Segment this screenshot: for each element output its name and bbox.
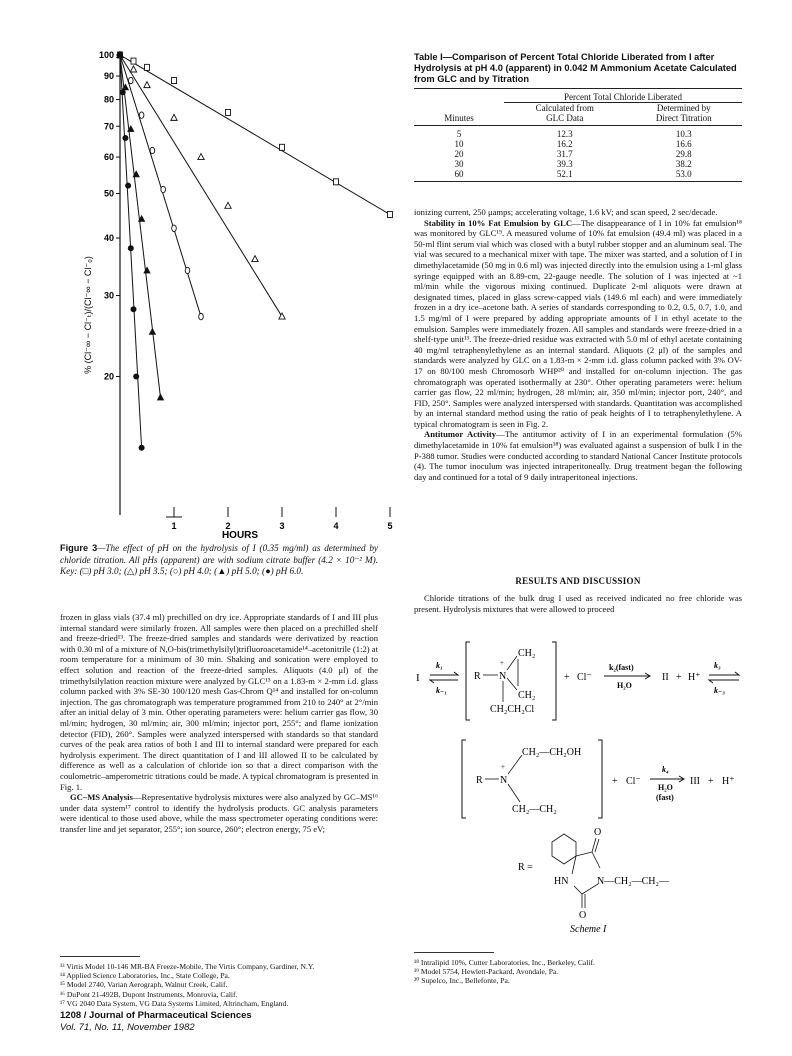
y-axis-label: % (Cl⁻∞ − Cl⁻ₜ)/(Cl⁻∞ − Cl⁻₀) <box>83 256 93 374</box>
series-line-ph-5.0 <box>120 55 161 398</box>
scheme-hn: HN <box>554 876 569 887</box>
bond-line <box>582 884 598 894</box>
paragraph-intro: ionizing current, 250 μamps; accelerating voltage, 1.6 kV; and scan speed, 2 sec/decade. <box>414 207 718 217</box>
data-point <box>388 212 393 218</box>
scheme-ch2-b: CH₂ <box>518 690 536 701</box>
data-point <box>185 267 190 273</box>
table-cell-glc: 16.2 <box>556 139 573 149</box>
table-cell-titration: 53.0 <box>675 169 692 179</box>
table-cell-glc: 12.3 <box>556 129 573 139</box>
footnote-20: ²⁰ Supelco, Inc., Bellefonte, Pa. <box>414 976 510 986</box>
table-1 <box>414 88 742 182</box>
scheme-ch2-a: CH₂ <box>518 648 536 659</box>
scheme-n1-plus: + <box>500 659 504 667</box>
scheme-II: II <box>662 672 669 683</box>
bond-line <box>574 886 582 894</box>
table-header-blank <box>414 103 504 114</box>
table-row <box>414 159 742 169</box>
scheme-o2: O <box>579 910 587 921</box>
table-header-spacer <box>414 89 504 103</box>
data-point <box>334 179 339 185</box>
data-point <box>122 135 128 141</box>
data-point <box>252 256 258 262</box>
data-point <box>172 78 177 84</box>
y-tick-label: 60 <box>103 152 114 163</box>
scheme-k3: k₃ <box>714 661 721 670</box>
data-point <box>145 64 150 70</box>
scheme-h2o-1: H₂O <box>617 681 632 690</box>
y-tick-label: 40 <box>103 233 114 244</box>
footnote-rule <box>60 956 140 957</box>
data-point <box>139 445 145 451</box>
data-point <box>131 58 136 64</box>
scheme-plus2: + <box>676 672 682 683</box>
figure-caption <box>60 543 378 578</box>
arrowhead-icon <box>454 672 458 675</box>
table-title: Table I—Comparison of Percent Total Chloride Liberated from I after Hydrolysis at pH 4.0 (apparent) in 0.042 M Ammonium Acetate Calculated from GLC and by Titration <box>414 52 737 84</box>
table-cell-glc: 31.7 <box>556 149 573 159</box>
scheme-k2: k₂(fast) <box>609 663 634 672</box>
data-point <box>117 52 123 58</box>
scheme-plus1: + <box>564 672 570 683</box>
y-tick-label: 80 <box>103 94 114 105</box>
y-tick-label: 70 <box>103 121 114 132</box>
data-point <box>149 328 155 334</box>
stability-text: —The disappearance of I in 10% fat emulsion¹⁸ was monitored by GLC¹⁹. A measured volume of 10% fat emulsion (49.4 ml) was placed in a 50-ml flint serum vial which was closed with a butyl rubber stopper and an aluminum seal. The vial was secured to a mechanical mixer with tape. The mixer was started, and a solution of I in dimethylacetamide (50 mg in 0.6 ml) was injected directly into the emulsion using a 1-ml glass syringe equipped with an 8.89-cm, 22-gauge needle. The solution of I was injected at ~1 ml/min while the vigorous mixing continued. Duplicate 2-ml aliquots were drawn at designated times, placed in glass screw-capped vials (149.6 ml each) and were immediately frozen in a dry ice–acetone bath. A series of standards corresponding to 0.2, 0.5, 0.7, 1.0, and 1.5 mg/ml of I were prepared by adding appropriate amounts of I in ethyl acetate to the emulsion. Samples were immediately frozen. All samples and standards were freeze-dried in a shelf-type unit¹³. The freeze-dried residue was extracted with 5.0 ml of ethyl acetate containing 40 mg/ml tetraphenylethylene as an internal standard. Aliquots (2 μl) of the samples and standards were analyzed by GLC on a 1.83-m × 2-mm i.d. glass column packed with 3% OV-17 on 80/100 mesh Chromosorb WHP²⁰ and installed for on-column injection. The gas chromatograph was operated isothermally at 230°. Other operating parameters were: helium carrier gas flow, 22 ml/min; hydrogen, 28 ml/min; air, 350 ml/min; injector port, 240°, and FID, 250°. Samples were analyzed interspersed with standards. Quantitation was accomplished by an internal standard method using the ratio of peak heights of I to tetraphenylethylene. A typical chromatogram is seen in Fig. 2. <box>414 217 743 429</box>
data-point <box>125 183 131 189</box>
table-row <box>414 139 742 149</box>
scheme-fast: (fast) <box>656 793 674 802</box>
results-heading: RESULTS AND DISCUSSION <box>515 576 641 586</box>
scheme-h2: H⁺ <box>722 776 735 787</box>
bracket-left <box>466 642 470 720</box>
figure-caption-text: —The effect of pH on the hydrolysis of I (0.35 mg/ml) as determined by chloride titration. All pHs (apparent) are with sodium citrate buffer (4.2 × 10⁻² M). Key: (□) pH 3.0; (△) pH 3.5; (○) pH 4.0; (▲) pH 5.0; (●) pH 6.0. <box>60 543 378 577</box>
data-point <box>198 154 204 160</box>
scheme-h1: H⁺ <box>688 672 701 683</box>
y-tick-label: 90 <box>103 71 114 82</box>
x-axis-label: HOURS <box>221 530 259 541</box>
data-point <box>120 89 126 95</box>
scheme-n2-plus: + <box>501 763 505 771</box>
paragraph-results: Chloride titrations of the bulk drug I used as received indicated no free chloride was present. Hydrolysis mixtures that were allowed to proceed <box>414 593 742 614</box>
y-tick-label: 20 <box>103 371 114 382</box>
antitumor-text: —The antitumor activity of I in an experimental formulation (5% dimethylacetamide in 10% fat emulsion¹⁸) was evaluated against a suspension of bulk I in the P-388 tumor. Studies were conducted according to standard National Cancer Institute protocols (4). The tumor inoculum was injected intraperitoneally. Drug treatment began the following day and continued for a total of 9 daily intraperitoneal injections. <box>414 429 743 482</box>
paragraph-stability <box>414 218 742 430</box>
scheme-ch2-ch2oh: CH₂—CH₂OH <box>522 747 582 758</box>
footnote-13: ¹³ Virtis Model 10-146 MR-BA Freeze-Mobile, The Virtis Company, Gardiner, N.Y. <box>60 962 315 971</box>
scheme-reactant-I: I <box>416 672 420 684</box>
series-line-ph-3.0 <box>120 55 390 215</box>
table-cell-glc: 39.3 <box>556 159 573 169</box>
scheme-r2: R <box>476 775 483 786</box>
table-cell-titration: 16.6 <box>675 139 692 149</box>
paragraph-antitumor <box>414 429 742 482</box>
data-point <box>144 82 150 88</box>
left-column-text <box>60 612 378 834</box>
x-tick-label: 4 <box>333 521 339 531</box>
footnote-16: ¹⁶ DuPont 21-492B, Dupont Instruments, Monrovia, Calif. <box>60 989 238 999</box>
scheme-n-chain: N—CH₂—CH₂— <box>597 876 669 887</box>
table-cell-minutes: 60 <box>454 169 464 179</box>
cyclohexane-ring <box>552 834 576 864</box>
y-tick-label: 50 <box>103 188 114 199</box>
scheme-ch2ch2cl: CH₂CH₂Cl <box>490 704 535 715</box>
bond-line <box>508 755 522 774</box>
antitumor-heading: Antitumor Activity <box>424 429 497 440</box>
scheme-k-3: k₋₃ <box>714 686 726 695</box>
bond-line <box>592 852 600 868</box>
data-point <box>199 313 204 319</box>
data-point <box>171 114 177 120</box>
footnote-14: ¹⁴ Applied Science Laboratories, Inc., State College, Pa. <box>60 971 230 981</box>
table-col3-line2: Direct Titration <box>655 113 712 123</box>
paragraph-gcms <box>60 792 378 834</box>
scheme-caption: Scheme I <box>570 924 607 935</box>
x-tick-label: 3 <box>279 521 285 531</box>
data-point <box>150 147 155 153</box>
table-col3-line1: Determined by <box>656 103 711 113</box>
bracket-right <box>598 740 602 818</box>
table-row <box>414 126 742 140</box>
stability-heading: Stability in 10% Fat Emulsion by GLC <box>424 217 573 228</box>
table-group-header: Percent Total Chloride Liberated <box>504 89 742 103</box>
scheme-k1: k₁ <box>436 661 443 670</box>
y-tick-label: 30 <box>103 290 114 301</box>
data-point <box>225 202 231 208</box>
scheme-k4: k₄ <box>662 765 669 774</box>
journal-line: 1208 / Journal of Pharmaceutical Sciences <box>60 1010 252 1021</box>
figure-3 <box>55 45 393 550</box>
figure-caption-label: Figure 3 <box>60 543 98 553</box>
x-tick-label: 5 <box>387 521 393 531</box>
table-cell-titration: 29.8 <box>675 149 692 159</box>
arrowhead-icon <box>430 680 434 683</box>
x-tick-label: 2 <box>225 521 231 531</box>
gcms-heading: GC–MS Analysis <box>70 792 133 803</box>
bond-line <box>576 852 592 856</box>
table-row <box>414 169 742 182</box>
paragraph-methods: frozen in glass vials (37.4 ml) prechilled on dry ice. Appropriate standards of I and III plus internal standard were similarly frozen. All samples were then placed on a prechilled shelf and freeze-dried¹³. The freeze-dried samples and standards were derivatized by reaction with 0.30 ml of a mixture of N,O-bis(trimethylsilyl)trifluoroacetamide¹⁴–acetonitrile (1:2) at room temperature for a minimum of 30 min. Shaking and sonication were employed to effect solution and reaction of the freeze-dried samples. Aliquots (4.0 μl) of the trimethylsilylation reaction mixture were analyzed by GLC¹⁵ on a 1.83-m × 2-mm i.d. glass column packed with 3% SE-30 100/120 mesh Gas-Chrom Q¹⁴ and installed for on-column injection. The gas chromatograph was temperature programmed from 210 to 240° at 2°/min after an initial delay of 3 min. Other operating parameters were: helium carrier gas flow, 30 ml/min; hydrogen, 30 ml/min; air, 300 ml/min; injector port, 255°; and flame ionization detector (FID), 260°. Samples were analyzed interspersed with standards so that standard curves of the peak area ratios of both I and III to internal standard were prepared for each hydrolysis experiment. The direct quantitation of I and III allowed II to be calculated by difference as well as a calculation of chloride ion so that a direct comparison with the coulometric–amperometric titrations could be made. A typical chromatogram is presented in Fig. 1. <box>60 612 378 792</box>
footnote-18: ¹⁸ Intralipid 10%, Cutter Laboratories, Inc., Berkeley, Calif. <box>414 958 595 967</box>
scheme-cl1: Cl⁻ <box>577 672 592 683</box>
footnotes-right <box>414 952 742 986</box>
footnote-15: ¹⁵ Model 2740, Varian Aerograph, Walnut Creek, Calif. <box>60 980 228 990</box>
table-cell-glc: 52.1 <box>556 169 573 179</box>
scheme-h2o-2: H₂O <box>658 783 673 792</box>
scheme-o1: O <box>594 827 602 838</box>
right-column-text <box>414 207 742 482</box>
table-row <box>414 149 742 159</box>
bond-line <box>507 656 517 670</box>
gcms-text: —Representative hydrolysis mixtures were also analyzed by GC–MS¹⁶ under data system¹⁷ control to identify the hydrolysis products. GC analysis parameters were identical to those used above, while the mass spectrometer operating conditions were: transfer line and jet separator, 255°; ion source, 260°; electron energy, 75 eV; <box>60 792 378 834</box>
scheme-cl2: Cl⁻ <box>626 776 641 787</box>
scheme-n1: N <box>499 671 507 682</box>
volume-line: Vol. 71, No. 11, November 1982 <box>60 1022 195 1033</box>
scheme-plus4: + <box>708 776 714 787</box>
data-point <box>172 225 177 231</box>
bracket-left <box>462 740 466 818</box>
bracket-right <box>552 642 556 720</box>
bond-line <box>507 678 517 690</box>
table-cell-titration: 10.3 <box>675 129 692 139</box>
arrowhead-icon <box>735 672 739 675</box>
data-point <box>129 77 134 83</box>
data-point <box>133 374 139 380</box>
data-point <box>226 109 231 115</box>
results-text-block <box>414 593 742 614</box>
footnotes-left <box>60 956 378 1008</box>
bond-line <box>508 784 520 802</box>
bond-line <box>595 839 599 852</box>
table-col2-line2: GLC Data <box>546 113 584 123</box>
table-col2-line1: Calculated from <box>535 103 594 113</box>
data-point <box>157 394 163 400</box>
data-point <box>130 66 136 72</box>
y-tick-label: 100 <box>98 50 114 60</box>
scheme-r1: R <box>474 671 481 682</box>
series-line-ph-3.5 <box>120 55 282 317</box>
table-cell-minutes: 20 <box>454 149 464 159</box>
table-cell-titration: 38.2 <box>675 159 692 169</box>
scheme-1 <box>414 612 744 952</box>
footnote-17: ¹⁷ VG 2040 Data System, VG Data Systems Limited, Altrincham, England. <box>60 998 289 1008</box>
data-point <box>128 245 134 251</box>
x-tick-label: 1 <box>171 521 177 531</box>
footnote-19: ¹⁹ Model 5754, Hewlett-Packard, Avondale, Pa. <box>414 967 559 977</box>
scheme-diagram <box>414 612 744 952</box>
scheme-III: III <box>690 776 700 787</box>
table-cell-minutes: 10 <box>454 139 464 149</box>
scheme-n2: N <box>500 775 508 786</box>
data-point <box>279 313 285 319</box>
data-point <box>131 306 137 312</box>
figure-3-chart <box>55 45 393 550</box>
scheme-plus3: + <box>612 776 618 787</box>
table-col1-header: Minutes <box>444 113 474 123</box>
scheme-r-equals: R = <box>518 862 533 873</box>
data-point <box>161 186 166 192</box>
arrowhead-icon <box>709 680 713 683</box>
table-cell-minutes: 30 <box>454 159 464 169</box>
scheme-k-1: k₋₁ <box>436 686 448 695</box>
table-cell-minutes: 5 <box>456 129 462 139</box>
scheme-ch2-ch2: CH₂—CH₂ <box>512 804 557 815</box>
page-footer <box>60 1010 378 1034</box>
footnote-rule <box>414 952 494 953</box>
data-point <box>139 112 144 118</box>
data-point <box>280 144 285 150</box>
